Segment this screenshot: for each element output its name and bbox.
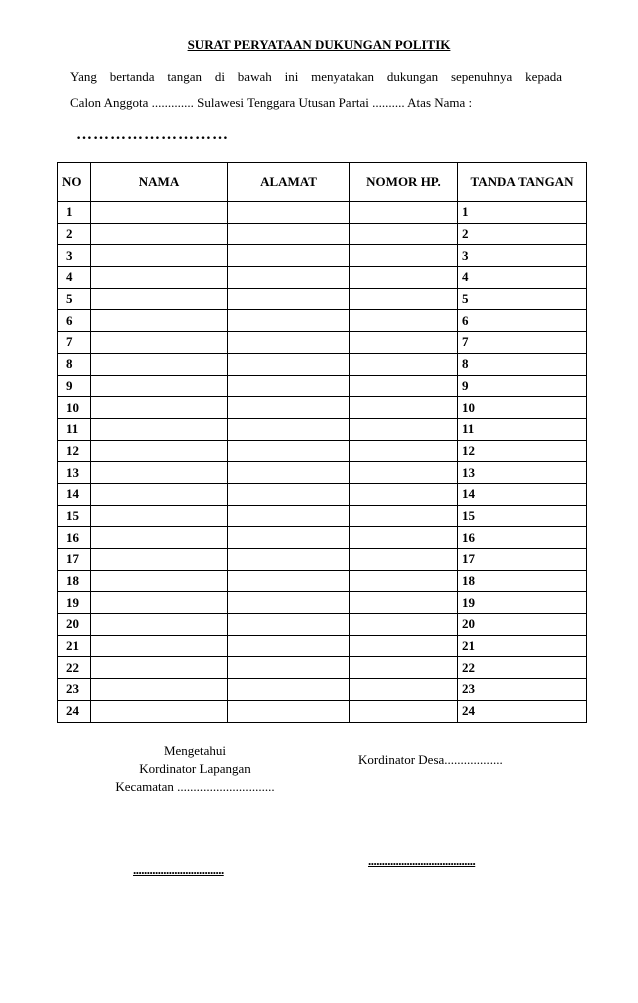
row-number: 19 bbox=[58, 592, 91, 614]
cell-tanda-tangan: 4 bbox=[458, 267, 587, 289]
row-number: 1 bbox=[58, 202, 91, 224]
cell-nomor-hp bbox=[350, 245, 458, 267]
cell-alamat bbox=[228, 332, 350, 354]
row-number: 2 bbox=[58, 223, 91, 245]
cell-nama bbox=[91, 549, 228, 571]
cell-tanda-tangan: 15 bbox=[458, 505, 587, 527]
row-number: 17 bbox=[58, 549, 91, 571]
row-number: 14 bbox=[58, 483, 91, 505]
cell-alamat bbox=[228, 505, 350, 527]
cell-alamat bbox=[228, 679, 350, 701]
left-sig-label-3: Kecamatan .............................. bbox=[115, 779, 275, 794]
cell-tanda-tangan: 16 bbox=[458, 527, 587, 549]
table-row bbox=[58, 679, 587, 701]
table-row bbox=[58, 202, 587, 224]
cell-tanda-tangan: 12 bbox=[458, 440, 587, 462]
row-number: 10 bbox=[58, 397, 91, 419]
support-table bbox=[57, 162, 587, 723]
cell-nama bbox=[91, 462, 228, 484]
cell-nomor-hp bbox=[350, 310, 458, 332]
row-number: 20 bbox=[58, 614, 91, 636]
cell-nama bbox=[91, 483, 228, 505]
cell-alamat bbox=[228, 592, 350, 614]
cell-alamat bbox=[228, 397, 350, 419]
table-row bbox=[58, 332, 587, 354]
cell-alamat bbox=[228, 223, 350, 245]
header-no: NO bbox=[58, 163, 91, 202]
intro-line-2: Calon Anggota ............. Sulawesi Tenggara Utusan Partai .......... Atas Nama : bbox=[70, 95, 473, 110]
right-signature-line: ....................................... bbox=[368, 853, 476, 868]
cell-nomor-hp bbox=[350, 288, 458, 310]
cell-nama bbox=[91, 288, 228, 310]
table-row bbox=[58, 353, 587, 375]
cell-nomor-hp bbox=[350, 440, 458, 462]
intro-paragraph bbox=[70, 64, 562, 116]
table-row bbox=[58, 483, 587, 505]
cell-nama bbox=[91, 223, 228, 245]
table-row bbox=[58, 505, 587, 527]
row-number: 24 bbox=[58, 700, 91, 722]
cell-alamat bbox=[228, 440, 350, 462]
cell-nomor-hp bbox=[350, 483, 458, 505]
cell-nama bbox=[91, 267, 228, 289]
document-title: SURAT PERYATAAN DUKUNGAN POLITIK bbox=[187, 37, 451, 52]
cell-nomor-hp bbox=[350, 635, 458, 657]
cell-alamat bbox=[228, 202, 350, 224]
table-row bbox=[58, 700, 587, 722]
table-row bbox=[58, 462, 587, 484]
row-number: 23 bbox=[58, 679, 91, 701]
cell-alamat bbox=[228, 245, 350, 267]
cell-nomor-hp bbox=[350, 700, 458, 722]
row-number: 8 bbox=[58, 353, 91, 375]
left-sig-label-1: Mengetahui bbox=[163, 743, 227, 758]
cell-nama bbox=[91, 635, 228, 657]
cell-nama bbox=[91, 700, 228, 722]
cell-tanda-tangan: 19 bbox=[458, 592, 587, 614]
cell-nomor-hp bbox=[350, 570, 458, 592]
header-tanda-tangan: TANDA TANGAN bbox=[458, 163, 587, 202]
cell-tanda-tangan: 23 bbox=[458, 679, 587, 701]
cell-nama bbox=[91, 592, 228, 614]
header-alamat: ALAMAT bbox=[228, 163, 350, 202]
cell-nomor-hp bbox=[350, 679, 458, 701]
row-number: 11 bbox=[58, 418, 91, 440]
cell-nama bbox=[91, 527, 228, 549]
cell-tanda-tangan: 13 bbox=[458, 462, 587, 484]
cell-nama bbox=[91, 375, 228, 397]
row-number: 15 bbox=[58, 505, 91, 527]
table-row bbox=[58, 375, 587, 397]
cell-nama bbox=[91, 418, 228, 440]
cell-nama bbox=[91, 657, 228, 679]
table-row bbox=[58, 592, 587, 614]
cell-nama bbox=[91, 202, 228, 224]
signature-block-left bbox=[90, 742, 300, 796]
cell-alamat bbox=[228, 462, 350, 484]
row-number: 12 bbox=[58, 440, 91, 462]
table-row bbox=[58, 397, 587, 419]
cell-alamat bbox=[228, 267, 350, 289]
cell-nomor-hp bbox=[350, 462, 458, 484]
cell-tanda-tangan: 20 bbox=[458, 614, 587, 636]
cell-nama bbox=[91, 310, 228, 332]
cell-nomor-hp bbox=[350, 592, 458, 614]
row-number: 3 bbox=[58, 245, 91, 267]
table-body bbox=[58, 202, 587, 723]
table-header-row bbox=[58, 163, 587, 202]
cell-nomor-hp bbox=[350, 202, 458, 224]
cell-tanda-tangan: 18 bbox=[458, 570, 587, 592]
left-signature-line: ................................. bbox=[133, 862, 224, 877]
cell-alamat bbox=[228, 635, 350, 657]
cell-alamat bbox=[228, 288, 350, 310]
table-row bbox=[58, 288, 587, 310]
cell-tanda-tangan: 14 bbox=[458, 483, 587, 505]
row-number: 21 bbox=[58, 635, 91, 657]
cell-alamat bbox=[228, 418, 350, 440]
cell-nomor-hp bbox=[350, 527, 458, 549]
left-sig-label-2: Kordinator Lapangan bbox=[139, 761, 251, 776]
cell-nama bbox=[91, 397, 228, 419]
table-row bbox=[58, 527, 587, 549]
cell-nomor-hp bbox=[350, 505, 458, 527]
cell-nomor-hp bbox=[350, 657, 458, 679]
cell-tanda-tangan: 2 bbox=[458, 223, 587, 245]
table-row bbox=[58, 657, 587, 679]
cell-nomor-hp bbox=[350, 332, 458, 354]
cell-tanda-tangan: 3 bbox=[458, 245, 587, 267]
cell-tanda-tangan: 21 bbox=[458, 635, 587, 657]
cell-tanda-tangan: 9 bbox=[458, 375, 587, 397]
row-number: 16 bbox=[58, 527, 91, 549]
header-nomor-hp: NOMOR HP. bbox=[350, 163, 458, 202]
cell-alamat bbox=[228, 614, 350, 636]
cell-alamat bbox=[228, 570, 350, 592]
header-nama: NAMA bbox=[91, 163, 228, 202]
cell-tanda-tangan: 22 bbox=[458, 657, 587, 679]
cell-nama bbox=[91, 679, 228, 701]
cell-nama bbox=[91, 505, 228, 527]
table-row bbox=[58, 614, 587, 636]
cell-alamat bbox=[228, 375, 350, 397]
cell-nama bbox=[91, 614, 228, 636]
row-number: 6 bbox=[58, 310, 91, 332]
cell-alamat bbox=[228, 310, 350, 332]
cell-tanda-tangan: 7 bbox=[458, 332, 587, 354]
table-row bbox=[58, 223, 587, 245]
table-row bbox=[58, 440, 587, 462]
cell-nama bbox=[91, 245, 228, 267]
cell-nomor-hp bbox=[350, 223, 458, 245]
table-row bbox=[58, 635, 587, 657]
cell-nama bbox=[91, 353, 228, 375]
cell-alamat bbox=[228, 353, 350, 375]
candidate-name-placeholder: ……………………… bbox=[76, 126, 229, 143]
cell-tanda-tangan: 1 bbox=[458, 202, 587, 224]
table-row bbox=[58, 245, 587, 267]
row-number: 5 bbox=[58, 288, 91, 310]
cell-nomor-hp bbox=[350, 267, 458, 289]
cell-tanda-tangan: 17 bbox=[458, 549, 587, 571]
cell-tanda-tangan: 24 bbox=[458, 700, 587, 722]
table-row bbox=[58, 310, 587, 332]
cell-tanda-tangan: 11 bbox=[458, 418, 587, 440]
cell-alamat bbox=[228, 700, 350, 722]
row-number: 22 bbox=[58, 657, 91, 679]
cell-tanda-tangan: 6 bbox=[458, 310, 587, 332]
cell-nama bbox=[91, 570, 228, 592]
table-row bbox=[58, 549, 587, 571]
row-number: 18 bbox=[58, 570, 91, 592]
cell-nomor-hp bbox=[350, 549, 458, 571]
signature-block-right: Kordinator Desa.................. bbox=[358, 752, 503, 767]
cell-tanda-tangan: 5 bbox=[458, 288, 587, 310]
cell-alamat bbox=[228, 527, 350, 549]
cell-nomor-hp bbox=[350, 375, 458, 397]
table-row bbox=[58, 570, 587, 592]
table-row bbox=[58, 418, 587, 440]
row-number: 13 bbox=[58, 462, 91, 484]
cell-alamat bbox=[228, 483, 350, 505]
cell-nama bbox=[91, 332, 228, 354]
row-number: 9 bbox=[58, 375, 91, 397]
cell-tanda-tangan: 10 bbox=[458, 397, 587, 419]
table-row bbox=[58, 267, 587, 289]
cell-nomor-hp bbox=[350, 614, 458, 636]
cell-nomor-hp bbox=[350, 397, 458, 419]
intro-line-1: Yang bertanda tangan di bawah ini menyatakan dukungan sepenuhnya kepada bbox=[70, 69, 562, 84]
cell-nomor-hp bbox=[350, 418, 458, 440]
cell-nama bbox=[91, 440, 228, 462]
cell-tanda-tangan: 8 bbox=[458, 353, 587, 375]
cell-alamat bbox=[228, 657, 350, 679]
cell-alamat bbox=[228, 549, 350, 571]
row-number: 4 bbox=[58, 267, 91, 289]
cell-nomor-hp bbox=[350, 353, 458, 375]
row-number: 7 bbox=[58, 332, 91, 354]
